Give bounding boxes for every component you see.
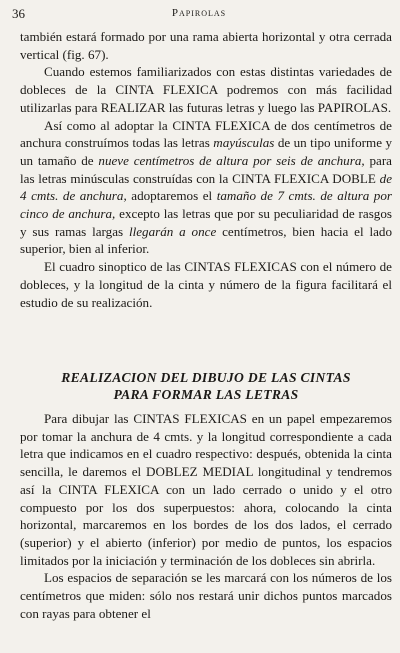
paragraph-p5 — [20, 410, 392, 569]
text-run: centímetros, bien hacia el lado superior, bien al inferior. — [20, 223, 393, 257]
text-run: Así como al adoptar la CINTA FLEXICA de dos centímetros de anchura construímos todas las letras — [20, 117, 392, 151]
paragraph-p1 — [20, 28, 392, 63]
section-title-line-1: REALIZACION DEL DIBUJO DE LAS CINTAS — [61, 370, 351, 385]
italic-phrase: de 4 cmts. de anchura, — [20, 170, 392, 204]
paragraph-p6 — [20, 569, 392, 622]
paragraph-p3 — [20, 117, 392, 259]
text-run: de un tipo uniforme y un tamaño de — [20, 135, 393, 168]
text-block-lower — [20, 410, 392, 622]
italic-phrase: tamaño de 7 cmts. de altura por cinco de anchura, — [20, 188, 392, 222]
section-title — [20, 369, 392, 403]
paragraph-p2 — [20, 63, 392, 116]
text-run: adoptaremos el — [126, 188, 217, 204]
italic-phrase: llegarán a once — [128, 223, 217, 239]
text-block-upper — [20, 28, 392, 311]
text-run: Los espacios de separación se les marcará con los números de los centímetros que miden: sólo nos restará unir dichos puntos marcados con rayas para obtener el — [20, 570, 392, 621]
text-run: Para dibujar las CINTAS FLEXICAS en un papel empezaremos por tomar la anchura de 4 cmts. y la longitud correspondiente a cada letra que indicamos en el cuadro respectivo: después, obtenida la cinta sencilla, le daremos el DOBLEZ MEDIAL longitudinal y tendremos así la CINTA FLEXICA con un lado cerrado o unido y el otro compuesto por los dos superpuestos: ahora, colocando la cinta horizontal, marcaremos en los bordes de los dos lados, el cerrado (superior) y el abierto (inferior) por medio de puntos, los espacios limitados por la iniciación y terminación de los dobleces sin abrirla. — [20, 411, 392, 568]
running-head: Papirolas — [171, 7, 227, 19]
text-run: para las letras minúsculas construídas con la CINTA FLEXICA DOBLE — [20, 152, 392, 186]
text-run: Cuando estemos familiarizados con estas distintas variedades de dobleces de la CINTA FLEXICA podremos con más facilidad utilizarlas para REALIZAR las futuras letras y luego las PAPIROLAS. — [20, 64, 392, 115]
italic-phrase: mayúsculas — [213, 135, 275, 151]
text-run: El cuadro sinoptico de las CINTAS FLEXICAS con el número de dobleces, y la longitud de la cinta y número de la figura facilitará el estudio de su realización. — [20, 259, 392, 310]
page-header — [12, 6, 386, 26]
paragraph-p4 — [20, 258, 392, 311]
page-number: 36 — [12, 6, 25, 21]
italic-phrase: nueve centímetros de altura por seis de anchura, — [98, 152, 365, 168]
text-run: también estará formado por una rama abierta horizontal y otra cerrada vertical (fig. 67). — [20, 29, 392, 62]
text-run: excepto las letras que por su peculiaridad de rasgos y sus ramas largas — [20, 206, 392, 239]
section-title-line-2: PARA FORMAR LAS LETRAS — [113, 387, 299, 402]
